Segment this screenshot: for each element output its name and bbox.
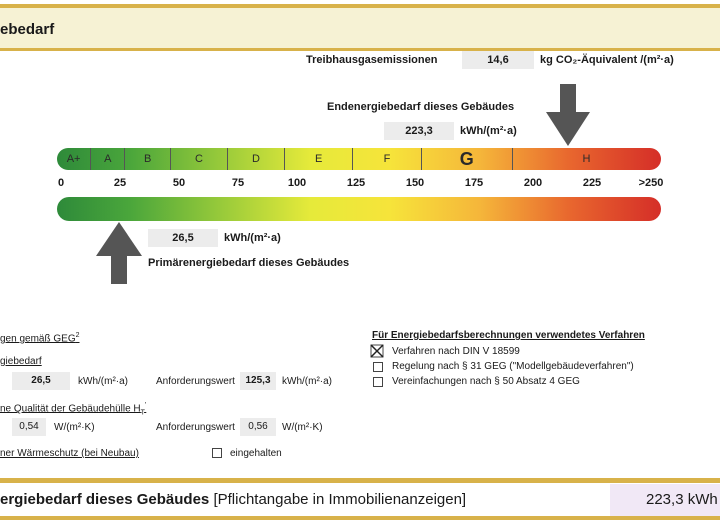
- section-title: ebedarf: [0, 21, 55, 38]
- envelope-actual-value: 0,54: [12, 418, 46, 436]
- scale-tick-label: 200: [523, 177, 543, 189]
- envelope-req-value: 0,56: [240, 418, 276, 436]
- scale-tick-label: 75: [231, 177, 245, 189]
- primary-req-label: Anforderungswert: [156, 376, 235, 387]
- footer-bracket-label: [Pflichtangabe in Immobilienanzeigen]: [213, 491, 467, 508]
- energy-class-d: D: [228, 148, 285, 170]
- footer-value: 223,3 kWh: [646, 491, 718, 508]
- requirements-section2: ne Qualität der Gebäudehülle $H_T'$: [0, 402, 147, 417]
- scale-tick-label: 0: [57, 177, 65, 189]
- energy-class-c: C: [171, 148, 228, 170]
- primary-req-value: 125,3: [240, 372, 276, 390]
- heat-protection-checkbox[interactable]: [212, 448, 222, 458]
- end-energy-unit: kWh/(m²·a): [460, 125, 517, 137]
- primary-req-unit: kWh/(m²·a): [282, 376, 332, 387]
- energy-class-aplus: A+: [57, 148, 91, 170]
- procedure-option-3-checkbox[interactable]: [373, 377, 383, 387]
- envelope-req-unit: W/(m²·K): [282, 422, 323, 433]
- envelope-req-label: Anforderungswert: [156, 422, 235, 433]
- scale-tick-label: 225: [582, 177, 602, 189]
- procedure-option-1-checkbox[interactable]: [370, 344, 384, 358]
- energy-class-e: E: [285, 148, 353, 170]
- end-energy-label: Endenergiebedarf dieses Gebäudes: [327, 101, 515, 113]
- ht-subscript: T: [140, 409, 145, 417]
- energy-class-g: G: [422, 148, 513, 170]
- primary-energy-arrow-icon: [96, 220, 142, 286]
- procedure-option-2-checkbox[interactable]: [373, 362, 383, 372]
- primary-actual-value: 26,5: [12, 372, 70, 390]
- ht-superscript: ': [144, 402, 147, 409]
- energy-class-h: H: [582, 153, 591, 165]
- primary-actual-unit: kWh/(m²·a): [78, 376, 128, 387]
- emissions-unit: kg CO₂-Äquivalent /(m²·a): [540, 54, 674, 66]
- scale-tick-label: >250: [638, 177, 664, 189]
- end-energy-arrow-icon: [546, 84, 590, 148]
- primary-energy-unit: kWh/(m²·a): [224, 232, 281, 244]
- procedure-option-3-label: Vereinfachungen nach § 50 Absatz 4 GEG: [392, 376, 580, 387]
- scale-tick-label: 50: [172, 177, 186, 189]
- requirements-section3: ner Wärmeschutz (bei Neubau): [0, 448, 139, 459]
- procedure-option-1-label: Verfahren nach DIN V 18599: [392, 346, 520, 357]
- footer-gold-line-top: [0, 478, 720, 483]
- requirements-title: gen gemäß GEG$^2$: [0, 332, 80, 345]
- emissions-label: Treibhausgasemissionen: [306, 54, 438, 66]
- energy-class-b: B: [125, 148, 171, 170]
- scale-tick-label: 175: [464, 177, 484, 189]
- section-header: [0, 8, 720, 48]
- primary-energy-label: Primärenergiebedarf dieses Gebäudes: [148, 257, 350, 269]
- scale-tick-label: 25: [113, 177, 127, 189]
- scale-tick-label: 150: [405, 177, 425, 189]
- emissions-value: 14,6: [462, 51, 534, 69]
- primary-energy-scale-bar: [57, 197, 661, 221]
- header-gold-line: [0, 48, 720, 51]
- footer-gold-line-bottom: [0, 516, 720, 520]
- end-energy-value: 223,3: [384, 122, 454, 140]
- procedure-title: Für Energiebedarfsberechnungen verwendetes Verfahren: [372, 330, 645, 341]
- envelope-actual-unit: W/(m²·K): [54, 422, 95, 433]
- energy-class-f: F: [353, 148, 421, 170]
- energy-class-a: A: [91, 148, 125, 170]
- procedure-option-2-label: Regelung nach § 31 GEG ("Modellgebäudeverfahren"): [392, 361, 634, 372]
- requirements-footnote: 2: [75, 332, 80, 339]
- scale-tick-label: 100: [287, 177, 307, 189]
- primary-energy-value: 26,5: [148, 229, 218, 247]
- heat-protection-label: eingehalten: [230, 448, 282, 459]
- footer-label: [0, 491, 466, 508]
- footer-bold-label: ergiebedarf dieses Gebäudes: [0, 491, 210, 508]
- scale-tick-label: 125: [346, 177, 366, 189]
- requirements-section1: giebedarf: [0, 356, 42, 367]
